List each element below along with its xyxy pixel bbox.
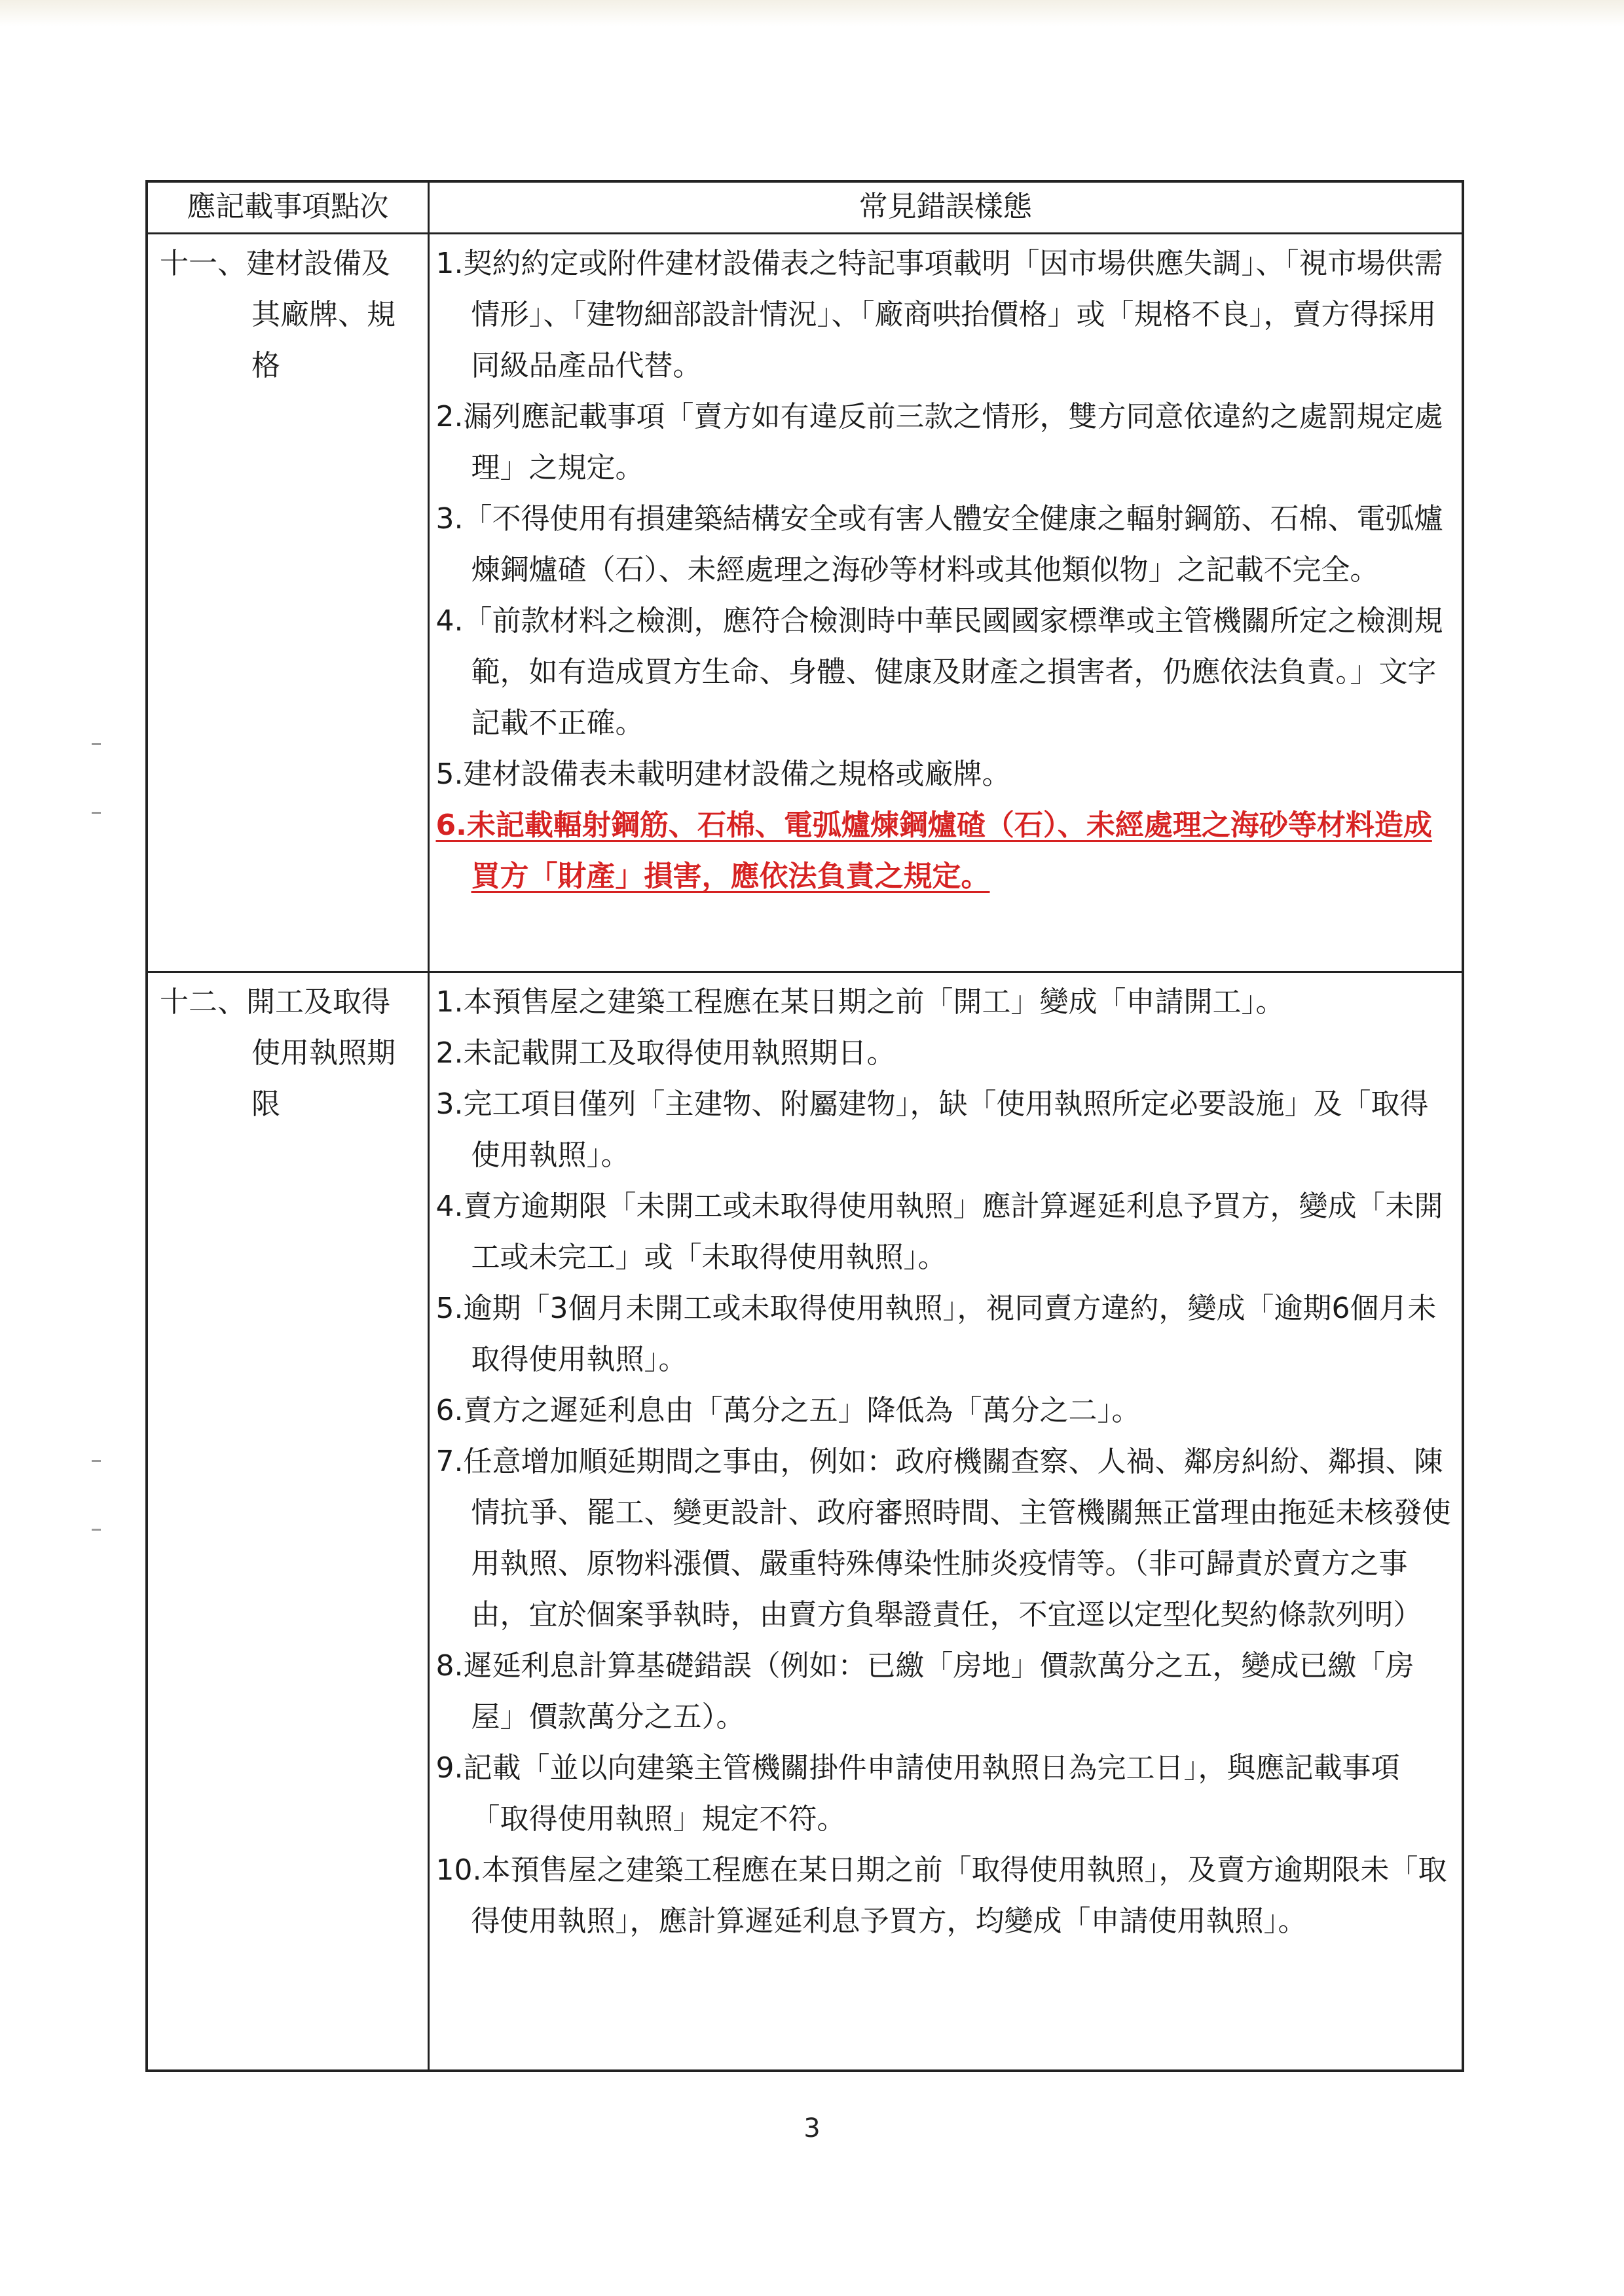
scan-mark: [92, 812, 101, 814]
error-item: 3.完工項目僅列「主建物、附屬建物」，缺「使用執照所定必要設施」及「取得使用執照」。: [435, 1087, 1429, 1172]
header-common-errors: 常見錯誤樣態: [428, 181, 1463, 234]
section-11-category: [147, 234, 428, 972]
error-item: 10.本預售屋之建築工程應在某日期之前「取得使用執照」，及賣方逾期限未「取得使用執照」，應計算遲延利息予買方，均變成「申請使用執照」。: [435, 1853, 1447, 1938]
error-item: 4.「前款材料之檢測，應符合檢測時中華民國國家標準或主管機關所定之檢測規範，如有造成買方生命、身體、健康及財產之損害者，仍應依法負責。」文字記載不正確。: [435, 604, 1443, 740]
error-item: 5.逾期「3個月未開工或未取得使用執照」，視同賣方違約，變成「逾期6個月未取得使用執照」。: [435, 1292, 1437, 1376]
page-top-shade: [0, 0, 1624, 26]
requirements-table: [145, 180, 1464, 2072]
header-item-number: 應記載事項點次: [147, 181, 428, 234]
error-item: 5.建材設備表未載明建材設備之規格或廠牌。: [435, 757, 1011, 791]
scan-mark: [92, 743, 101, 745]
error-item: 1.契約約定或附件建材設備表之特記事項載明「因市場供應失調」、「視市場供需情形」、「建物細部設計情況」、「廠商哄抬價格」或「規格不良」，賣方得採用同級品產品代替。: [435, 247, 1443, 382]
error-item: 1.本預售屋之建築工程應在某日期之前「開工」變成「申請開工」。: [435, 985, 1285, 1019]
table-row-section-12: [147, 972, 1463, 2071]
highlighted-error-text: 6.未記載輻射鋼筋、石棉、電弧爐煉鋼爐碴（石）、未經處理之海砂等材料造成買方「財產」損害，應依法負責之規定。: [435, 809, 1432, 893]
section-12-errors: [428, 972, 1463, 2071]
error-item: 8.遲延利息計算基礎錯誤（例如：已繳「房地」價款萬分之五，變成已繳「房屋」價款萬分之五）。: [435, 1649, 1414, 1734]
category-line: 限: [251, 1087, 280, 1121]
section-11-errors: [428, 234, 1463, 972]
category-line: 格: [251, 349, 280, 382]
category-line: 十一、建材設備及: [160, 247, 390, 280]
table-row-section-11: [147, 234, 1463, 972]
scan-mark: [92, 1529, 101, 1531]
error-item: 6.賣方之遲延利息由「萬分之五」降低為「萬分之二」。: [435, 1394, 1141, 1427]
error-item: 3.「不得使用有損建築結構安全或有害人體安全健康之輻射鋼筋、石棉、電弧爐煉鋼爐碴（石）、未經處理之海砂等材料或其他類似物」之記載不完全。: [435, 502, 1443, 587]
highlighted-error-item: [435, 800, 1457, 902]
error-item: 4.賣方逾期限「未開工或未取得使用執照」應計算遲延利息予買方，變成「未開工或未完工」或「未取得使用執照」。: [435, 1190, 1443, 1274]
scan-mark: [92, 1460, 101, 1462]
table-header-row: [147, 181, 1463, 234]
category-line: 使用執照期: [251, 1036, 396, 1070]
error-item: 7.任意增加順延期間之事由，例如：政府機關查察、人禍、鄰房糾紛、鄰損、陳情抗爭、罷工、變更設計、政府審照時間、主管機關無正當理由拖延未核發使用執照、原物料漲價、嚴重特殊傳染性肺炎疫情等。（非可歸責於賣方之事由，宜於個案爭執時，由賣方負舉證責任，不宜逕以定型化契約條款列明）: [435, 1445, 1451, 1631]
error-item: 2.未記載開工及取得使用執照期日。: [435, 1036, 896, 1070]
error-item: 2.漏列應記載事項「賣方如有違反前三款之情形，雙方同意依違約之處罰規定處理」之規定。: [435, 400, 1443, 484]
page-number: 3: [803, 2113, 821, 2143]
category-line: 其廠牌、規: [251, 298, 396, 331]
section-12-category: [147, 972, 428, 2071]
category-line: 十二、開工及取得: [160, 985, 390, 1019]
error-item: 9.記載「並以向建築主管機關掛件申請使用執照日為完工日」，與應記載事項「取得使用執照」規定不符。: [435, 1751, 1400, 1836]
